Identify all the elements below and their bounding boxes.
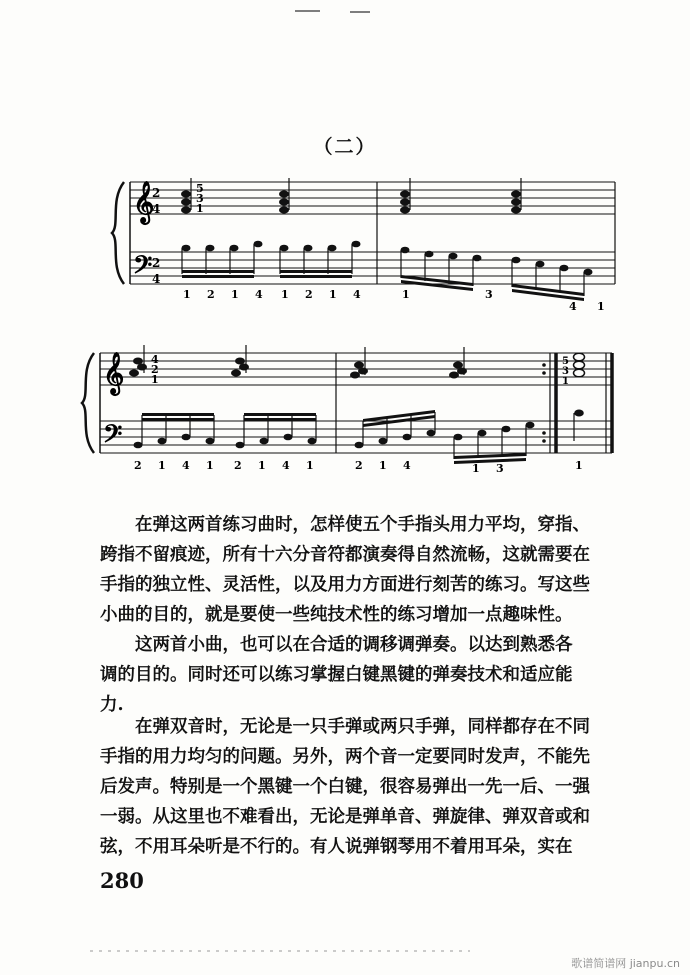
rh-finger-1: 5	[196, 182, 204, 195]
score-system-1	[100, 170, 620, 320]
lh-finger: 1	[379, 459, 387, 472]
brace	[82, 353, 94, 453]
time-sig-bass-top: 2	[152, 256, 161, 270]
bottom-edge-noise	[90, 948, 490, 954]
text-line: 手指的用力均匀的问题。另外，两个音一定要同时发声，不能先	[100, 747, 590, 767]
lh-finger: 2	[134, 459, 142, 472]
text-line: 跨指不留痕迹，所有十六分音符都演奏得自然流畅，这就需要在	[100, 545, 590, 565]
lh-finger: 1	[329, 288, 337, 301]
rh-final-finger-1: 5	[562, 356, 569, 367]
brace	[112, 182, 124, 284]
rh-finger-1: 4	[151, 353, 159, 366]
bass-clef: 𝄢	[103, 420, 123, 455]
lh-finger: 4	[353, 288, 361, 301]
lh-finger: 1	[206, 459, 214, 472]
lh-finger: 4	[182, 459, 190, 472]
score-system-2	[72, 345, 620, 475]
lh-finger: 1	[597, 300, 605, 313]
text-line: 这两首小曲，也可以在合适的调移调弹奏。以达到熟悉各	[135, 635, 573, 655]
text-line: 弦，不用耳朵听是不行的。有人说弹钢琴用不着用耳朵，实在	[100, 837, 573, 857]
lh-finger: 3	[496, 462, 504, 475]
lh-finger: 1	[231, 288, 239, 301]
rh-finger-3: 1	[196, 202, 204, 215]
watermark: 歌谱简谱网 jianpu.cn	[571, 957, 680, 970]
treble-clef: 𝄞	[103, 352, 125, 394]
time-sig-bass-bottom: 4	[152, 272, 161, 286]
lh-sixteenths-m1	[182, 241, 361, 252]
lh-finger: 4	[282, 459, 290, 472]
paragraph-1	[100, 510, 636, 630]
time-sig-bottom: 4	[152, 202, 161, 216]
text-line: 一弱。从这里也不难看出，无论是弹单音、弹旋律、弹双音或和	[100, 807, 590, 827]
rh-finger-2: 3	[196, 192, 204, 205]
lh-finger: 1	[402, 288, 410, 301]
page-number: 280	[100, 868, 144, 893]
lh-sixteenths-m2	[355, 422, 535, 449]
lh-sixteenths-m1	[134, 434, 317, 449]
text-line: 后发声。特别是一个黑键一个白键，很容易弹出一先一后、一强	[100, 777, 590, 797]
lh-finger: 1	[158, 459, 166, 472]
lh-finger: 2	[234, 459, 242, 472]
rh-chords	[181, 191, 521, 214]
paragraph-3	[100, 712, 636, 862]
lh-finger: 2	[207, 288, 215, 301]
time-sig-top: 2	[152, 186, 161, 200]
lh-finger: 2	[305, 288, 313, 301]
lh-sixteenths-m2	[401, 247, 593, 276]
lh-finger: 1	[472, 462, 480, 475]
bass-clef: 𝄢	[133, 251, 153, 286]
lh-finger: 4	[403, 459, 411, 472]
lh-finger: 2	[355, 459, 363, 472]
final-chord	[574, 353, 585, 377]
text-line: 力.	[100, 695, 124, 715]
lh-finger: 3	[485, 288, 493, 301]
rh-finger-2: 2	[151, 363, 159, 376]
lh-final-note	[574, 410, 584, 417]
lh-finger: 1	[306, 459, 314, 472]
lh-finger: 4	[255, 288, 263, 301]
paragraph-2	[100, 630, 636, 720]
lh-finger: 4	[569, 300, 577, 313]
text-line: 手指的独立性、灵活性，以及用力方面进行刻苦的练习。写这些	[100, 575, 590, 595]
lh-finger: 1	[258, 459, 266, 472]
rh-final-finger-2: 3	[562, 366, 569, 377]
text-line: 小曲的目的，就是要使一些纯技术性的练习增加一点趣味性。	[100, 605, 573, 625]
rh-final-finger-3: 1	[562, 376, 569, 387]
text-line: 在弹这两首练习曲时，怎样使五个手指头用力平均，穿指、	[135, 515, 590, 535]
top-edge-mark	[290, 0, 380, 6]
text-line: 调的目的。同时还可以练习掌握白键黑键的弹奏技术和适应能	[100, 665, 573, 685]
rh-finger-3: 1	[151, 373, 159, 386]
lh-finger: 1	[281, 288, 289, 301]
lh-finger: 1	[183, 288, 191, 301]
section-title: （二）	[313, 136, 377, 158]
lh-final-finger: 1	[575, 459, 583, 472]
treble-clef: 𝄞	[133, 181, 155, 223]
text-line: 在弹双音时，无论是一只手弹或两只手弹，同样都存在不同	[135, 717, 590, 737]
